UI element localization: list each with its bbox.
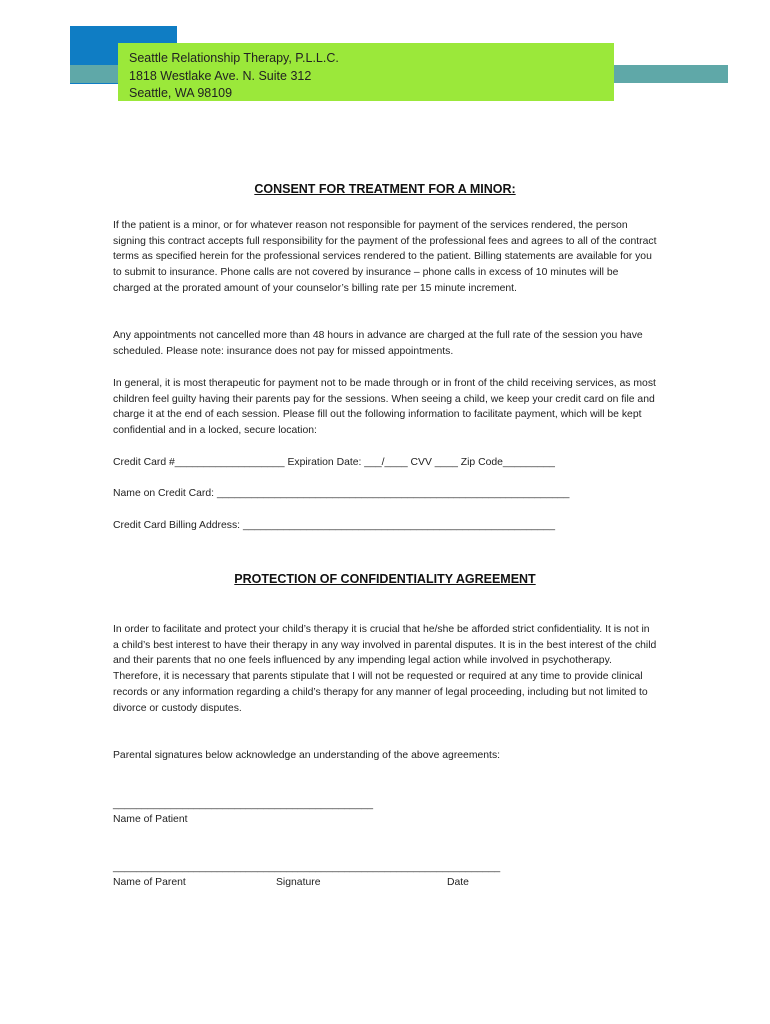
parent-signature-line[interactable]: ___________________________________________________________________ (113, 862, 501, 873)
patient-name-label: Name of Patient (113, 814, 188, 825)
consent-paragraph-1: If the patient is a minor, or for whatever reason not responsible for payment of the services rendered, the person signing this contract accepts full responsibility for the payment of the professional fees and agrees to all of the contract terms as specified herein for the professional services rendered to the patient. Billing statements are available for you to submit to insurance. Phone calls are not covered by insurance – phone calls in excess of 10 minutes will be charged at the prorated amount of your counselor’s billing rate per 15 minute increment. (113, 220, 657, 294)
signature-label: Signature (276, 877, 321, 888)
consent-paragraph-3: In general, it is most therapeutic for payment not to be made through or in front of the child receiving services, as most children feel guilty having their parents pay for the sessions. When seeing a child, we keep your credit card on file and charge it at the end of each session. Please fill out the following information to facilitate payment, which will be kept confidential and in a locked, secure location: (113, 378, 656, 437)
name-on-card-field[interactable]: Name on Credit Card: _____________________________________________________________ (113, 488, 570, 499)
consent-title: CONSENT FOR TREATMENT FOR A MINOR: (254, 182, 516, 196)
confidentiality-paragraph-2: Parental signatures below acknowledge an understanding of the above agreements: (113, 750, 501, 761)
date-label: Date (447, 877, 469, 888)
company-street: 1818 Westlake Ave. N. Suite 312 (129, 68, 312, 83)
confidentiality-paragraph-1: In order to facilitate and protect your child’s therapy it is crucial that he/she be afforded strict confidentiality. It is not in a child’s best interest to have their therapy in any way involved in parental disputes. It is in the best interest of the child and their parents that no one feels influenced by any impending legal action while involved in psychotherapy. Therefore, it is necessary that parents stipulate that I will not be requested or required at any time to provide clinical records or any information regarding a child’s therapy for any manner of legal proceeding, including but not limited to divorce or custody disputes. (113, 624, 657, 714)
company-name: Seattle Relationship Therapy, P.L.L.C. (129, 51, 339, 65)
credit-card-field[interactable]: Credit Card #___________________ Expiration Date: ___/____ CVV ____ Zip Code_________ (113, 457, 555, 468)
letterhead-box (118, 43, 614, 101)
confidentiality-title: PROTECTION OF CONFIDENTIALITY AGREEMENT (234, 572, 536, 586)
company-city: Seattle, WA 98109 (129, 86, 233, 100)
billing-address-field[interactable]: Credit Card Billing Address: ______________________________________________________ (113, 520, 555, 531)
consent-paragraph-2: Any appointments not cancelled more than 48 hours in advance are charged at the full rate of the session you have scheduled. Please note: insurance does not pay for missed appointments. (113, 330, 643, 357)
parent-name-label: Name of Parent (113, 877, 186, 888)
patient-signature-line[interactable]: _____________________________________________ (113, 799, 374, 810)
